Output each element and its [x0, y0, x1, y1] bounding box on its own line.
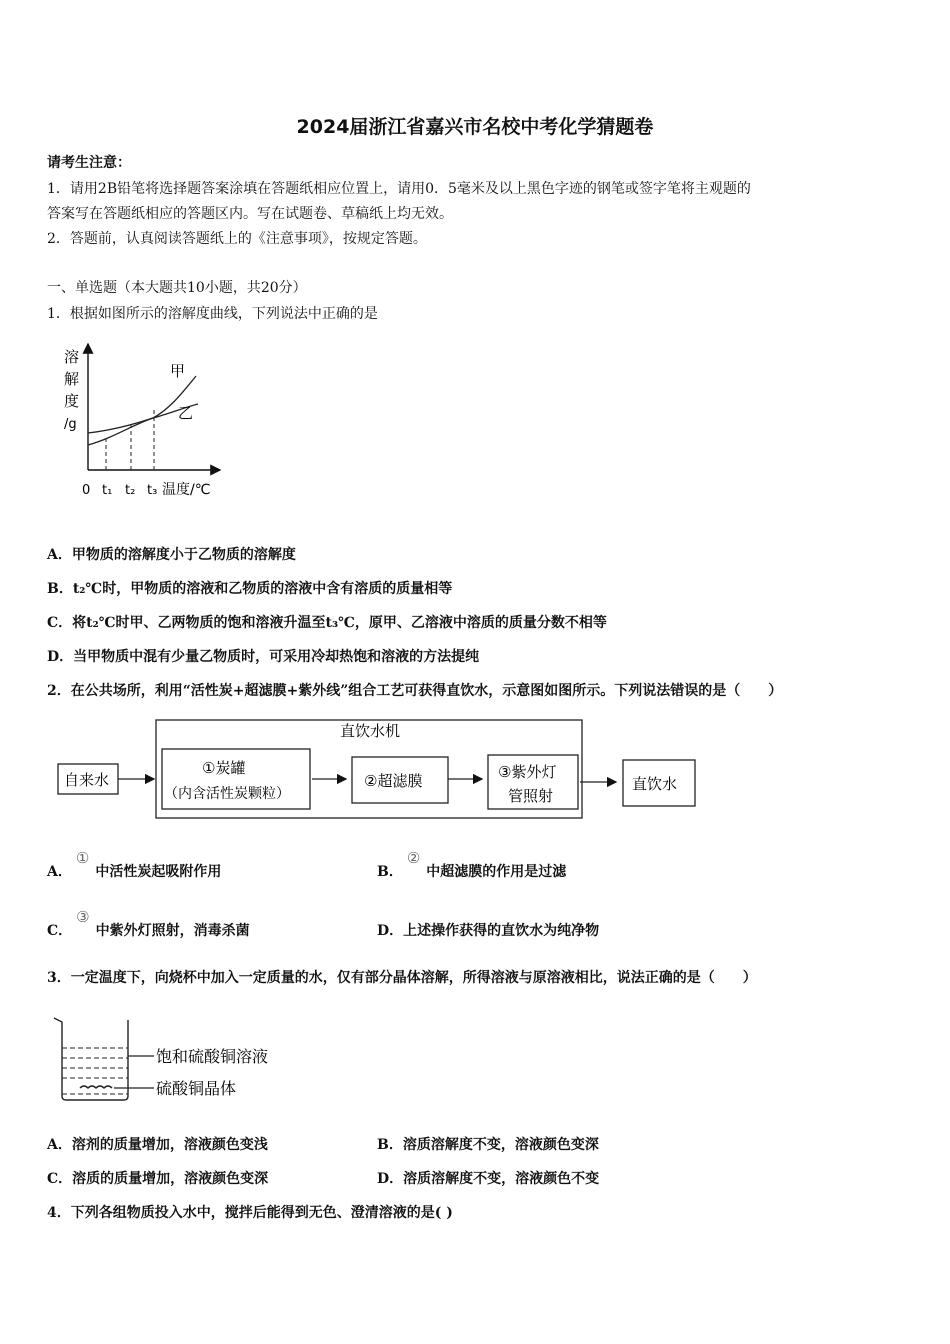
xtick-t2: t₂: [125, 483, 136, 498]
q1-option-c[interactable]: C．将t₂℃时甲、乙两物质的饱和溶液升温至t₃℃，原甲、乙溶液中溶质的质量分数不相等: [47, 615, 607, 631]
q2-option-d[interactable]: D．上述操作获得的直饮水为纯净物: [377, 923, 600, 939]
xtick-0: 0: [82, 483, 91, 498]
crystals: [80, 1086, 112, 1088]
page-title: 2024届浙江省嘉兴市名校中考化学猜题卷: [296, 116, 654, 138]
q1-stem: 1．根据如图所示的溶解度曲线，下列说法中正确的是: [47, 306, 378, 322]
q1-option-b[interactable]: B．t₂℃时，甲物质的溶液和乙物质的溶液中含有溶质的质量相等: [47, 581, 453, 597]
q3-stem: 3．一定温度下，向烧杯中加入一定质量的水，仅有部分晶体溶解，所得溶液与原溶液相比，说法正确的是（ ）: [47, 970, 757, 986]
q2-option-b[interactable]: [377, 849, 567, 881]
xtick-t3: t₃: [147, 483, 158, 498]
q2-option-c[interactable]: [47, 908, 250, 940]
q4-stem: 4．下列各组物质投入水中，搅拌后能得到无色、澄清溶液的是( ): [47, 1205, 453, 1221]
q2-option-b-text: 中超滤膜的作用是过滤: [426, 864, 567, 880]
q2-option-b-label: B．: [377, 864, 403, 880]
beaker-label-solution: 饱和硫酸铜溶液: [156, 1047, 269, 1066]
machine-label: 直饮水机: [340, 722, 401, 740]
q2-flow-diagram: [50, 715, 710, 825]
ylabel-1: 溶: [64, 348, 80, 366]
step2-label: ②超滤膜: [364, 772, 423, 790]
q2-option-c-text: 中紫外灯照射，消毒杀菌: [95, 923, 250, 939]
input-label: 自来水: [64, 771, 110, 789]
q3-beaker-figure: [50, 1012, 290, 1107]
q2-option-a[interactable]: [47, 849, 222, 881]
q1-option-a[interactable]: A．甲物质的溶解度小于乙物质的溶解度: [47, 547, 296, 563]
beaker-label-crystal: 硫酸铜晶体: [156, 1079, 237, 1098]
q3-option-a[interactable]: A．溶剂的质量增加，溶液颜色变浅: [47, 1137, 268, 1153]
series-label-yi: 乙: [178, 404, 194, 422]
step1-label: ①炭罐: [202, 759, 246, 777]
q2-option-a-label: A．: [47, 864, 72, 880]
xlabel: 温度/℃: [162, 482, 211, 498]
notice-line-1b: 答案写在答题纸相应的答题区内。写在试题卷、草稿纸上均无效。: [47, 206, 453, 222]
step3-label: ③紫外灯: [498, 763, 557, 781]
step1-sub: （内含活性炭颗粒）: [164, 786, 290, 802]
notice-line-1a: 1．请用2B铅笔将选择题答案涂填在答题纸相应位置上，请用0．5毫米及以上黑色字迹的钢笔或签字笔将主观题的: [47, 181, 751, 197]
output-label: 直饮水: [632, 775, 678, 793]
ylabel-4: /g: [64, 417, 77, 432]
q3-option-d[interactable]: D．溶质溶解度不变，溶液颜色不变: [377, 1171, 600, 1187]
ylabel-3: 度: [64, 392, 80, 410]
step3-sub: 管照射: [508, 787, 554, 805]
q2-option-a-text: 中活性炭起吸附作用: [95, 864, 222, 880]
q1-option-d[interactable]: D．当甲物质中混有少量乙物质时，可采用冷却热饱和溶液的方法提纯: [47, 649, 480, 665]
q3-option-b[interactable]: B．溶质溶解度不变，溶液颜色变深: [377, 1137, 599, 1153]
notice-heading: 请考生注意：: [47, 155, 131, 171]
q3-option-c[interactable]: C．溶质的质量增加，溶液颜色变深: [47, 1171, 269, 1187]
q2-option-c-label: C．: [47, 923, 73, 939]
ylabel-2: 解: [64, 370, 80, 388]
q2-option-b-mark: ②: [406, 849, 421, 867]
q1-solubility-figure: [58, 338, 228, 503]
series-label-jia: 甲: [170, 362, 186, 380]
q2-option-c-mark: ③: [76, 908, 90, 926]
q2-stem: 2．在公共场所，利用“活性炭+超滤膜+紫外线”组合工艺可获得直饮水，示意图如图所示。下列说法错误的是（ ）: [47, 683, 783, 699]
q2-option-a-mark: ①: [75, 849, 90, 867]
xtick-t1: t₁: [102, 483, 113, 498]
notice-line-2: 2．答题前，认真阅读答题纸上的《注意事项》，按规定答题。: [47, 231, 427, 247]
section-heading: 一、单选题（本大题共10小题，共20分）: [47, 280, 307, 296]
